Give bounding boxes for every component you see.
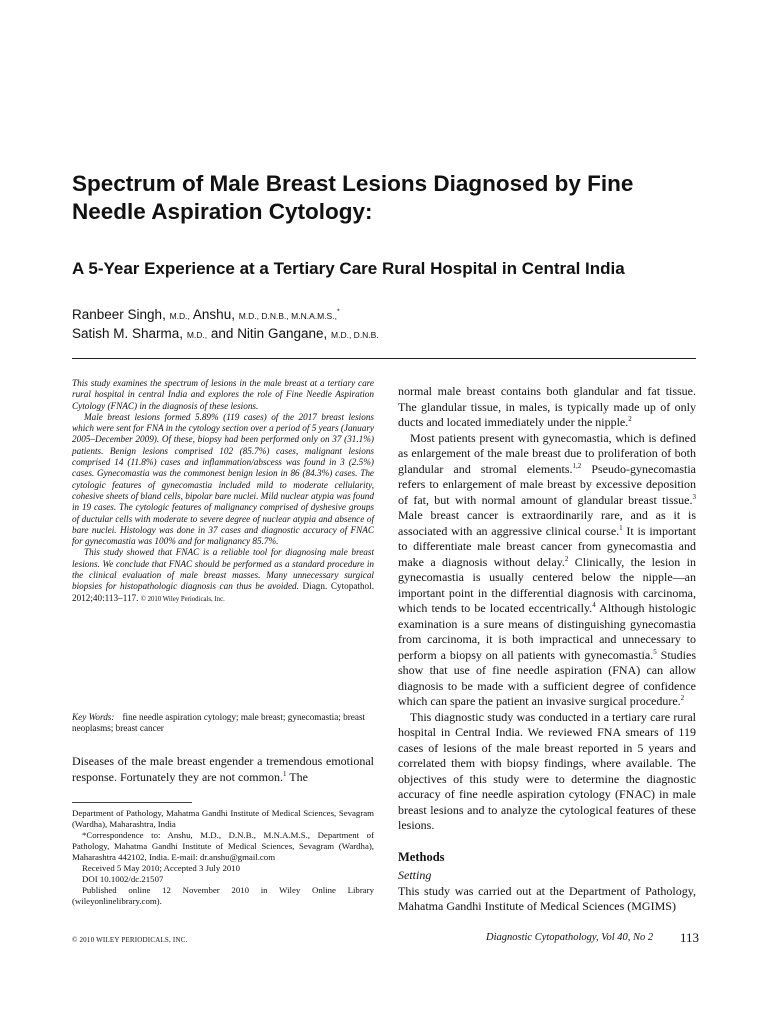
body-paragraph: This diagnostic study was conducted in a tertiary care rural hospital in Central India. We reviewed FNA smears of 119 cases of lesions of the male breast reported in 5 years and correlated them with biopsy findings, where available. The objectives of this study were to determine the diagnostic accuracy of fine needle aspiration cytology (FNAC) in male breast lesions and to analyze the cytological features of these lesions.	[398, 709, 696, 832]
abstract-paragraph: This study examines the spectrum of lesions in the male breast at a tertiary care rural hospital in central India and explores the role of Fine Needle Aspiration Cytology (FNAC) in the diagnosis of these lesions.	[72, 378, 374, 411]
author-conjunction: and	[210, 326, 234, 341]
publisher-copyright: © 2010 WILEY PERIODICALS, INC.	[72, 936, 188, 944]
reference-superscript: 2	[564, 554, 569, 563]
keywords	[72, 712, 374, 735]
abstract-paragraph	[72, 547, 374, 604]
reference-superscript: 5	[653, 647, 657, 656]
body-paragraph: This study was carried out at the Department of Pathology, Mahatma Gandhi Institute of Medical Sciences (MGIMS)	[398, 883, 696, 913]
intro-tail: The	[286, 769, 308, 784]
author-name: Nitin Gangane,	[237, 326, 328, 341]
author-degrees: M.D., D.N.B., M.N.A.M.S.,	[238, 311, 337, 321]
reference-superscript: 2	[628, 415, 632, 423]
author-degrees: M.D.,	[186, 330, 208, 340]
header-divider	[72, 358, 696, 359]
article-subtitle: A 5-Year Experience at a Tertiary Care Rural Hospital in Central India	[72, 259, 625, 278]
footnotes	[72, 808, 374, 907]
author-name: Anshu,	[192, 307, 235, 322]
author-degrees: M.D., D.N.B.	[331, 330, 379, 340]
author-name: Satish M. Sharma,	[72, 326, 184, 341]
body-paragraph	[398, 384, 696, 431]
abstract-text: This study showed that FNAC is a reliable tool for diagnosing male breast lesions. We conclude that FNAC should be performed as a standard procedure in the clinical evaluation of male breast masses. Many unnecessary surgical biopsies for histopathologic diagnosis can thus be avoided.	[72, 547, 374, 592]
page-number: 113	[680, 930, 700, 945]
body-text: Pseudo-gynecomastia refers to enlargement of male breast by excessive deposition of fat, but with normal amount of glandular breast tissue.	[398, 461, 696, 507]
body-text: Clinically, the lesion in gynecomastia is usually centered below the nipple—an important point in the differential diagnosis with carcinoma, which tends to be located eccentrically.	[398, 554, 696, 615]
affiliation: Department of Pathology, Mahatma Gandhi Institute of Medical Sciences, Sevagram (Wardha), Maharashtra, India	[72, 808, 374, 829]
body-text: normal male breast contains both glandular and fat tissue. The glandular tissue, in males, is typically made up of only ducts and located immediately under the nipple.	[398, 384, 696, 429]
body-text: Although histologic examination is a sure means of distinguishing gynecomastia from carcinoma, it is both impractical and unnecessary to perform a biopsy on all patients with gynecomastia.	[398, 601, 696, 662]
section-heading-methods: Methods	[398, 849, 445, 864]
author-list	[72, 306, 692, 344]
author-degrees: M.D.,	[169, 311, 190, 321]
reference-superscript: 4	[592, 601, 596, 609]
abstract-paragraph: Male breast lesions formed 5.89% (119 cases) of the 2017 breast lesions which were sent for FNA in the cytology section over a period of 5 years (January 2005–December 2009). Of these, biopsy had been performed only on 37 (31.1%) patients. Benign lesions comprised 102 (85.7%) cases, malignant lesions comprised 14 (11.8%) cases and inflammation/abscess was found in 3 (2.5%) cases. Gynecomastia was the commonest benign lesion in 86 (84.3%) cases. The cytologic features of gynecomastia included mild to moderate cellularity, cohesive sheets of bland cells, bipolar bare nuclei. Mild nuclear atypia was found in 19 cases. The cytologic features of malignancy comprised of dyshesive groups of ductular cells with moderate to severe degree of nuclear atypia and absence of bare nuclei. Histology was done in 37 cases and diagnostic accuracy of FNAC for gynecomastia was 100% and for malignancy 85.7%.	[72, 411, 374, 547]
intro-text	[72, 754, 374, 785]
abstract-copyright: © 2010 Wiley Periodicals, Inc.	[140, 595, 225, 603]
subsection-heading-setting: Setting	[398, 868, 432, 882]
article-title: Spectrum of Male Breast Lesions Diagnosed by Fine Needle Aspiration Cytology:	[72, 171, 634, 224]
body-text: Most patients present with gynecomastia, which is defined as enlargement of the male breast due to proliferation of both glandular and stromal elements.	[398, 430, 696, 476]
reference-superscript: 1	[282, 769, 287, 778]
keywords-text: fine needle aspiration cytology; male breast; gynecomastia; breast neoplasms; breast cancer	[72, 712, 366, 734]
author-line-1	[72, 306, 692, 325]
intro-body: Diseases of the male breast engender a tremendous emotional response. Fortunately they are not common.	[72, 754, 374, 784]
reference-superscript: 3	[692, 492, 696, 501]
body-text: Male breast cancer is extraordinarily rare, and as it is associated with an aggressive clinical course.	[398, 508, 696, 538]
reference-superscript: 1	[619, 523, 623, 532]
correspondence: *Correspondence to: Anshu, M.D., D.N.B., M.N.A.M.S., Department of Pathology, Mahatma Gandhi Institute of Medical Sciences, Sevagram (Wardha), Maharashtra 442102, India. E-mail: dr.anshu@gmail.com	[72, 830, 374, 862]
published-online: Published online 12 November 2010 in Wiley Online Library (wileyonlinelibrary.com).	[72, 885, 374, 906]
journal-reference: Diagnostic Cytopathology, Vol 40, No 2	[486, 932, 654, 943]
abstract	[72, 378, 374, 605]
body-text: Studies show that use of fine needle aspiration (FNA) can allow diagnosis to be made with a sufficient degree of confidence which can spare the patient an invasive surgical procedure.	[398, 647, 696, 708]
author-name: Ranbeer Singh,	[72, 307, 166, 322]
reference-superscript: 1,2	[572, 461, 582, 470]
keywords-label: Key Words:	[72, 712, 115, 722]
intro-paragraph	[72, 754, 374, 785]
footnote-divider	[72, 802, 192, 803]
doi: DOI 10.1002/dc.21507	[82, 874, 164, 884]
body-paragraph	[398, 431, 696, 710]
reference-superscript: 2	[680, 694, 685, 702]
body-text: It is important to differentiate male breast cancer from gynecomastia and make a diagnosis without delay.	[398, 523, 696, 569]
right-column	[398, 384, 696, 915]
citation: Diagn. Cytopathol. 2012;40:113–117.	[72, 581, 374, 603]
author-line-2	[72, 325, 692, 344]
correspondence-mark: *	[336, 308, 340, 316]
received-dates: Received 5 May 2010; Accepted 3 July 2010	[82, 863, 241, 873]
